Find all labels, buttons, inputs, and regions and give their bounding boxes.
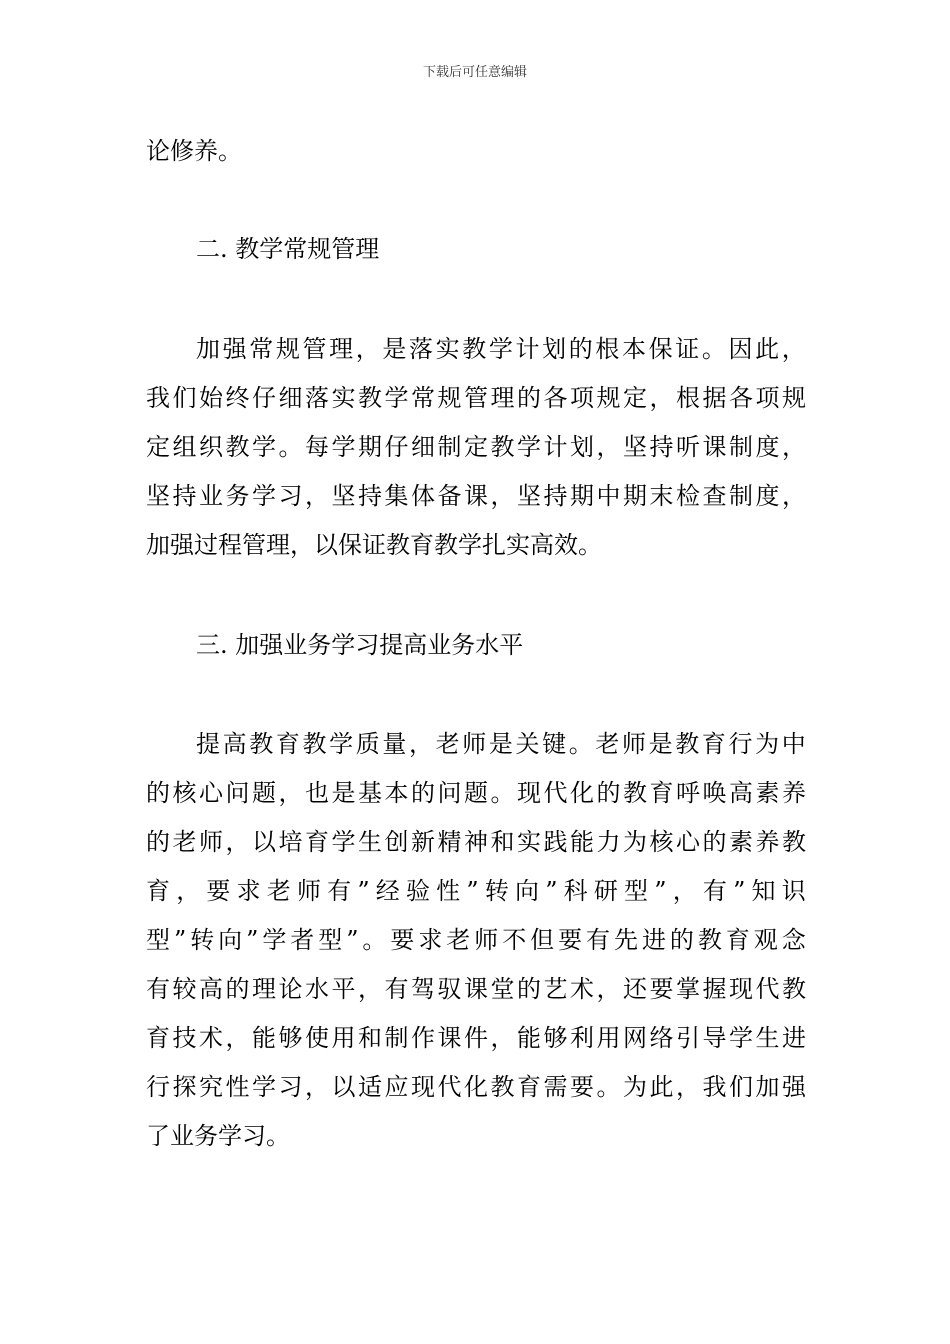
text-line: 二. 教学常规管理 <box>196 235 380 263</box>
text-line: 坚 持 业 务 学 习 ， 坚 持 集 体 备 课 ， 坚 持 期 中 期 末 检 查 制 度 ， <box>146 482 806 510</box>
text-line: 论修养。 <box>146 137 242 165</box>
text-line: 型 ” 转 向 ” 学 者 型 ” 。 要 求 老 师 不 但 要 有 先 进 的 教 育 观 念 <box>146 926 806 954</box>
text-line: 育 ， 要 求 老 师 有 ” 经 验 性 ” 转 向 ” 科 研 型 ” ， 有 ” 知 识 <box>146 877 806 905</box>
text-line: 有 较 高 的 理 论 水 平 ， 有 驾 驭 课 堂 的 艺 术 ， 还 要 掌 握 现 代 教 <box>146 975 806 1003</box>
text-line: 提 高 教 育 教 学 质 量 ， 老 师 是 关 键 。 老 师 是 教 育 行 为 中 <box>196 730 806 758</box>
text-line: 的 核 心 问 题 ， 也 是 基 本 的 问 题 。 现 代 化 的 教 育 呼 唤 高 素 养 <box>146 779 806 807</box>
text-line: 育 技 术 ， 能 够 使 用 和 制 作 课 件 ， 能 够 利 用 网 络 引 导 学 生 进 <box>146 1024 806 1052</box>
text-line: 加 强 常 规 管 理 ， 是 落 实 教 学 计 划 的 根 本 保 证 。 因 此 ， <box>196 335 806 363</box>
text-line: 定 组 织 教 学 。 每 学 期 仔 细 制 定 教 学 计 划 ， 坚 持 听 课 制 度 ， <box>146 433 806 461</box>
text-line: 的 老 师 ， 以 培 育 学 生 创 新 精 神 和 实 践 能 力 为 核 心 的 素 养 教 <box>146 828 806 856</box>
text-line: 我 们 始 终 仔 细 落 实 教 学 常 规 管 理 的 各 项 规 定 ， 根 据 各 项 规 <box>146 384 806 412</box>
text-line: 行 探 究 性 学 习 ， 以 适 应 现 代 化 教 育 需 要 。 为 此 ， 我 们 加 强 <box>146 1073 806 1101</box>
page-header-note: 下载后可任意编辑 <box>422 65 527 80</box>
text-line: 了业务学习。 <box>146 1122 290 1150</box>
text-line: 加强过程管理，以保证教育教学扎实高效。 <box>146 531 602 559</box>
text-line: 三. 加强业务学习提高业务水平 <box>196 631 524 659</box>
